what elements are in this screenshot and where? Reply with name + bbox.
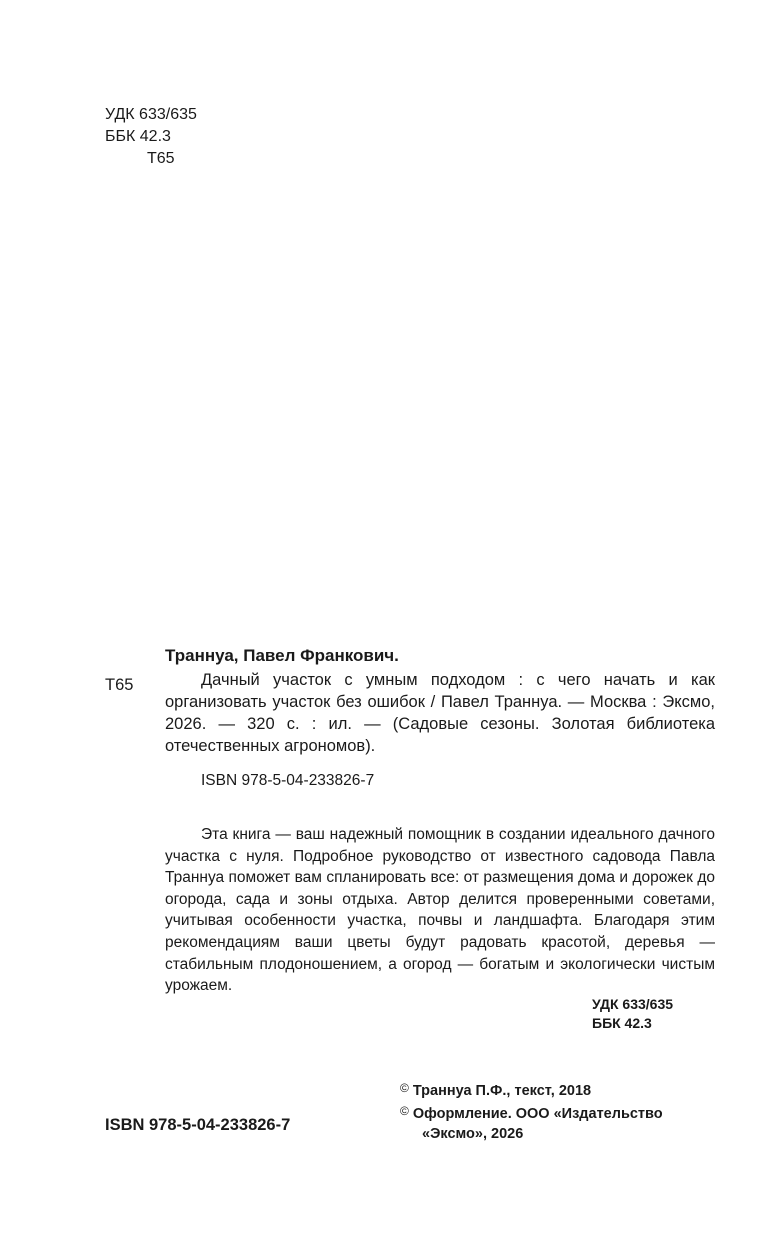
copyright-design: Оформление. ООО «Издательство (412, 1106, 663, 1122)
udk-code: УДК 633/635 (105, 106, 197, 123)
copyright-block (400, 1078, 720, 1144)
author-mark: Т65 (147, 150, 175, 167)
classification-block-top (105, 104, 197, 170)
bbk-code-right: ББК 42.3 (592, 1015, 652, 1031)
bibliographic-record (165, 645, 715, 792)
classification-block-right (592, 995, 673, 1033)
annotation-text: Эта книга — ваш надежный помощник в создании идеального дачного участка с нуля. Подробное руководство от известного садовода Павла Траннуа поможет вам спланировать все: от размещения дома и дорожек до огорода, сада и зоны отдыха. Автор делится проверенными советами, учитывая особенности участка, почвы и ландшафта. Благодаря этим рекомендациям ваши цветы будут радовать красотой, деревья — стабильным плодоношением, а огород — богатым и экологически чистым урожаем. (165, 826, 715, 995)
author-mark-left: Т65 (105, 676, 134, 694)
bbk-code: ББК 42.3 (105, 128, 171, 145)
record-isbn: ISBN 978-5-04-233826-7 (201, 772, 375, 789)
copyright-design-line (400, 1101, 720, 1124)
copyright-icon: © (400, 1104, 409, 1118)
author-heading: Траннуа, Павел Франкович. (165, 646, 399, 665)
isbn-bottom: ISBN 978-5-04-233826-7 (105, 1116, 291, 1134)
copyright-text: Траннуа П.Ф., текст, 2018 (412, 1083, 592, 1099)
udk-code-right: УДК 633/635 (592, 996, 674, 1012)
copyright-design-cont: «Эксмо», 2026 (422, 1126, 524, 1142)
copyright-text-line (400, 1078, 720, 1101)
copyright-icon: © (400, 1081, 409, 1095)
record-description: Дачный участок с умным подходом : с чего начать и как организовать участок без ошибок / Павел Траннуа. — Москва : Эксмо, 2026. — 320 с. : ил. — (Садовые сезоны. Золотая библиотека отечественных агрономов). (165, 671, 715, 755)
